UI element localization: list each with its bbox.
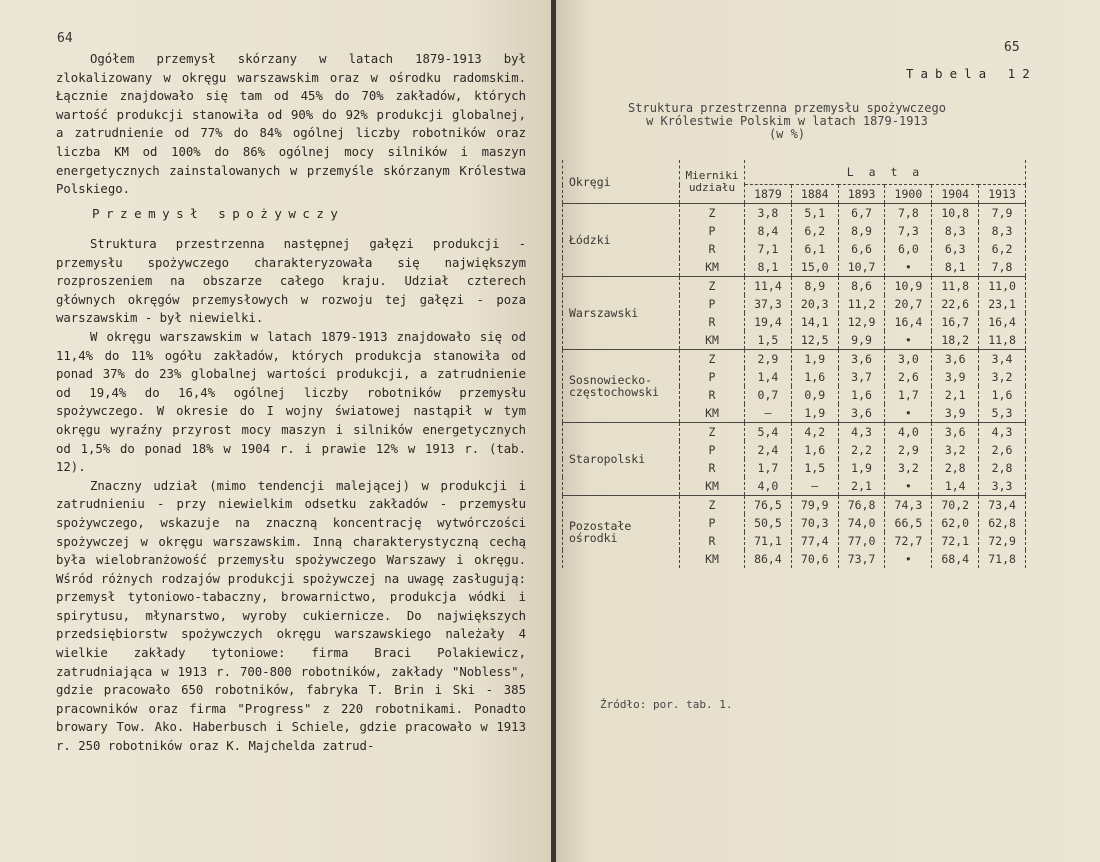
- value-cell: 1,6: [979, 386, 1026, 404]
- value-cell: 2,6: [979, 441, 1026, 459]
- value-cell: 72,9: [979, 532, 1026, 550]
- table-source: Źródło: por. tab. 1.: [600, 698, 733, 711]
- unit-cell: R: [680, 240, 745, 258]
- value-cell: 23,1: [979, 295, 1026, 313]
- value-cell: •: [885, 404, 932, 423]
- value-cell: 1,5: [745, 331, 792, 350]
- value-cell: 6,6: [838, 240, 885, 258]
- value-cell: 71,8: [979, 550, 1026, 568]
- value-cell: 6,2: [791, 222, 838, 240]
- value-cell: 62,0: [932, 514, 979, 532]
- value-cell: 4,0: [745, 477, 792, 496]
- value-cell: 1,7: [745, 459, 792, 477]
- value-cell: 11,8: [932, 277, 979, 296]
- value-cell: 4,3: [838, 423, 885, 442]
- value-cell: 6,1: [791, 240, 838, 258]
- value-cell: 76,8: [838, 496, 885, 515]
- value-cell: 11,2: [838, 295, 885, 313]
- value-cell: 74,0: [838, 514, 885, 532]
- value-cell: 9,9: [838, 331, 885, 350]
- value-cell: 72,7: [885, 532, 932, 550]
- value-cell: 37,3: [745, 295, 792, 313]
- unit-cell: KM: [680, 550, 745, 568]
- unit-cell: R: [680, 313, 745, 331]
- unit-cell: R: [680, 386, 745, 404]
- value-cell: 6,2: [979, 240, 1026, 258]
- value-cell: 7,8: [885, 204, 932, 223]
- table-row: [563, 350, 1026, 369]
- value-cell: 79,9: [791, 496, 838, 515]
- unit-cell: Z: [680, 496, 745, 515]
- value-cell: 86,4: [745, 550, 792, 568]
- value-cell: 74,3: [885, 496, 932, 515]
- value-cell: 73,4: [979, 496, 1026, 515]
- unit-cell: P: [680, 514, 745, 532]
- value-cell: 8,1: [932, 258, 979, 277]
- year-header: 1893: [838, 185, 885, 204]
- value-cell: 3,2: [885, 459, 932, 477]
- table-row: [563, 204, 1026, 223]
- value-cell: •: [885, 331, 932, 350]
- value-cell: 3,9: [932, 368, 979, 386]
- value-cell: 7,1: [745, 240, 792, 258]
- paragraph-warsaw: W okręgu warszawskim w latach 1879-1913 znajdowało się od 11,4% do 11% ogółu zakładów, których produkcja stanowiła od ponad 37% do 23% globalnej wartości produkcji, a zatrudnienie od 19,4% do 16,4% ogólnej liczby robotników przemysłu spożywczego. W okresie do I wojny światowej nastąpił w tym okręgu wyraźny przyrost mocy maszyn i silników energetycznych od 1,5% do ponad 18% w 1904 r. i prawie 12% w 1913 r. (tab. 12).: [56, 329, 526, 475]
- section-heading: Przemysł spożywczy: [92, 206, 345, 221]
- value-cell: 16,4: [979, 313, 1026, 331]
- table-row: [563, 277, 1026, 296]
- value-cell: 5,4: [745, 423, 792, 442]
- value-cell: 72,1: [932, 532, 979, 550]
- unit-cell: P: [680, 368, 745, 386]
- value-cell: 11,8: [979, 331, 1026, 350]
- value-cell: 8,9: [791, 277, 838, 296]
- value-cell: 62,8: [979, 514, 1026, 532]
- paragraph-concentration: Znaczny udział (mimo tendencji malejącej) w produkcji i zatrudnieniu - przy niewielkim odsetku zakładów - przemysłu spożywczego, wskazuje na znaczną koncentrację wytwórczości spożywczej w okręgu warszawskim. Inną charakterystyczną cechą była wielobranżowość przemysłu spożywczego Warszawy i okręgu. Wśród różnych rodzajów produkcji spożywczej na uwagę zasługują: przemysł tytoniowo-tabaczny, browarnictwo, produkcja wódki i spirytusu, młynarstwo, wyroby cukiernicze. Do największych przedsiębiorstw spożywczych okręgu warszawskiego należały 4 wielkie zakłady tytoniowe: firma Braci Polakiewicz, zatrudniająca w 1913 r. 700-800 robotników, zakłady "Nobless", gdzie pracowało 650 robotników, fabryka T. Brin i Ski - 385 pracowników oraz firma "Progress" z 220 robotnikami. Ponadto browary Tow. Ako. Haberbusch i Schiele, gdzie pracowało w 1913 r. 250 robotników oraz K. Majchelda zatrud-: [56, 478, 526, 754]
- table-row: [563, 496, 1026, 515]
- value-cell: 3,6: [932, 350, 979, 369]
- left-page-number: 64: [57, 31, 73, 46]
- unit-cell: R: [680, 459, 745, 477]
- value-cell: 2,6: [885, 368, 932, 386]
- value-cell: 6,3: [932, 240, 979, 258]
- value-cell: 5,3: [979, 404, 1026, 423]
- value-cell: 1,4: [932, 477, 979, 496]
- value-cell: 70,3: [791, 514, 838, 532]
- region-cell: Staropolski: [563, 423, 680, 496]
- value-cell: 8,3: [979, 222, 1026, 240]
- value-cell: 11,0: [979, 277, 1026, 296]
- table-row: [563, 423, 1026, 442]
- value-cell: 6,7: [838, 204, 885, 223]
- value-cell: 1,6: [838, 386, 885, 404]
- value-cell: 50,5: [745, 514, 792, 532]
- value-cell: 1,9: [791, 404, 838, 423]
- value-cell: 7,3: [885, 222, 932, 240]
- value-cell: 0,9: [791, 386, 838, 404]
- table-title-line-2: w Królestwie Polskim w latach 1879-1913: [646, 114, 928, 128]
- value-cell: 3,2: [932, 441, 979, 459]
- value-cell: 10,8: [932, 204, 979, 223]
- value-cell: 1,9: [838, 459, 885, 477]
- value-cell: 10,7: [838, 258, 885, 277]
- value-cell: 68,4: [932, 550, 979, 568]
- value-cell: 73,7: [838, 550, 885, 568]
- value-cell: 3,8: [745, 204, 792, 223]
- value-cell: 14,1: [791, 313, 838, 331]
- value-cell: 18,2: [932, 331, 979, 350]
- value-cell: 4,2: [791, 423, 838, 442]
- value-cell: 16,4: [885, 313, 932, 331]
- value-cell: 4,3: [979, 423, 1026, 442]
- paragraph-leather-industry: Ogółem przemysł skórzany w latach 1879-1913 był zlokalizowany w okręgu warszawskim oraz w ośrodku radomskim. Łącznie znajdowało się tam od 45% do 70% zakładów, których wartość produkcji stanowiła od 90% do 92% produkcji globalnej, a zatrudnienie od 77% do 84% ogólnej liczby robotników oraz liczba KM od 100% do 86% ogólnej mocy silników i maszyn energetycznych zainstalowanych w przemyśle skórzanym Królestwa Polskiego.: [56, 52, 526, 197]
- unit-cell: KM: [680, 477, 745, 496]
- unit-cell: Z: [680, 423, 745, 442]
- year-header: 1900: [885, 185, 932, 204]
- value-cell: 2,1: [838, 477, 885, 496]
- value-cell: 15,0: [791, 258, 838, 277]
- left-text-body: [56, 235, 526, 756]
- value-cell: 5,1: [791, 204, 838, 223]
- unit-cell: P: [680, 222, 745, 240]
- year-header: 1904: [932, 185, 979, 204]
- value-cell: 2,1: [932, 386, 979, 404]
- table-label: Tabela 12: [906, 66, 1037, 81]
- year-header: 1913: [979, 185, 1026, 204]
- value-cell: 3,6: [932, 423, 979, 442]
- value-cell: –: [745, 404, 792, 423]
- value-cell: 70,2: [932, 496, 979, 515]
- unit-cell: KM: [680, 258, 745, 277]
- table-title-line-3: (w %): [768, 127, 806, 141]
- value-cell: –: [791, 477, 838, 496]
- year-header: 1884: [791, 185, 838, 204]
- region-cell: Łódzki: [563, 204, 680, 277]
- value-cell: 2,2: [838, 441, 885, 459]
- unit-cell: P: [680, 441, 745, 459]
- value-cell: 1,7: [885, 386, 932, 404]
- value-cell: •: [885, 258, 932, 277]
- value-cell: 20,7: [885, 295, 932, 313]
- value-cell: 8,4: [745, 222, 792, 240]
- unit-cell: R: [680, 532, 745, 550]
- value-cell: 6,0: [885, 240, 932, 258]
- value-cell: 10,9: [885, 277, 932, 296]
- value-cell: 2,8: [932, 459, 979, 477]
- unit-cell: P: [680, 295, 745, 313]
- value-cell: 8,6: [838, 277, 885, 296]
- value-cell: 3,9: [932, 404, 979, 423]
- value-cell: •: [885, 550, 932, 568]
- value-cell: 20,3: [791, 295, 838, 313]
- header-years-group: L a t a: [745, 160, 1026, 185]
- value-cell: 70,6: [791, 550, 838, 568]
- value-cell: 2,8: [979, 459, 1026, 477]
- value-cell: 2,4: [745, 441, 792, 459]
- value-cell: •: [885, 477, 932, 496]
- region-cell: Warszawski: [563, 277, 680, 350]
- value-cell: 2,9: [885, 441, 932, 459]
- value-cell: 2,9: [745, 350, 792, 369]
- value-cell: 3,0: [885, 350, 932, 369]
- unit-cell: KM: [680, 404, 745, 423]
- value-cell: 7,9: [979, 204, 1026, 223]
- region-cell: Pozostałe ośrodki: [563, 496, 680, 569]
- left-text-top: [56, 50, 526, 199]
- unit-cell: Z: [680, 204, 745, 223]
- value-cell: 66,5: [885, 514, 932, 532]
- value-cell: 16,7: [932, 313, 979, 331]
- value-cell: 1,9: [791, 350, 838, 369]
- paragraph-structure: Struktura przestrzenna następnej gałęzi produkcji - przemysłu spożywczego charakteryzowała się największym rozproszeniem na obszarze całego kraju. Udział czterech głównych okręgów przemysłowych w rozwoju tej gałęzi - poza warszawskim - był niewielki.: [56, 237, 526, 326]
- value-cell: 77,4: [791, 532, 838, 550]
- unit-cell: Z: [680, 350, 745, 369]
- value-cell: 8,1: [745, 258, 792, 277]
- value-cell: 71,1: [745, 532, 792, 550]
- value-cell: 3,6: [838, 404, 885, 423]
- value-cell: 1,6: [791, 368, 838, 386]
- value-cell: 3,3: [979, 477, 1026, 496]
- value-cell: 7,8: [979, 258, 1026, 277]
- value-cell: 76,5: [745, 496, 792, 515]
- value-cell: 19,4: [745, 313, 792, 331]
- value-cell: 1,6: [791, 441, 838, 459]
- value-cell: 3,2: [979, 368, 1026, 386]
- right-page-number: 65: [1004, 40, 1020, 55]
- value-cell: 8,9: [838, 222, 885, 240]
- value-cell: 22,6: [932, 295, 979, 313]
- value-cell: 1,5: [791, 459, 838, 477]
- value-cell: 77,0: [838, 532, 885, 550]
- value-cell: 3,7: [838, 368, 885, 386]
- header-region: Okręgi: [563, 160, 680, 204]
- value-cell: 12,5: [791, 331, 838, 350]
- value-cell: 8,3: [932, 222, 979, 240]
- value-cell: 3,6: [838, 350, 885, 369]
- table-title: [612, 102, 962, 141]
- value-cell: 11,4: [745, 277, 792, 296]
- value-cell: 4,0: [885, 423, 932, 442]
- header-unit: Mierniki udziału: [680, 160, 745, 204]
- value-cell: 0,7: [745, 386, 792, 404]
- value-cell: 12,9: [838, 313, 885, 331]
- table-title-line-1: Struktura przestrzenna przemysłu spożywczego: [628, 101, 946, 115]
- unit-cell: KM: [680, 331, 745, 350]
- unit-cell: Z: [680, 277, 745, 296]
- region-cell: Sosnowiecko-częstochowski: [563, 350, 680, 423]
- year-header: 1879: [745, 185, 792, 204]
- data-table: [562, 160, 1026, 568]
- value-cell: 3,4: [979, 350, 1026, 369]
- value-cell: 1,4: [745, 368, 792, 386]
